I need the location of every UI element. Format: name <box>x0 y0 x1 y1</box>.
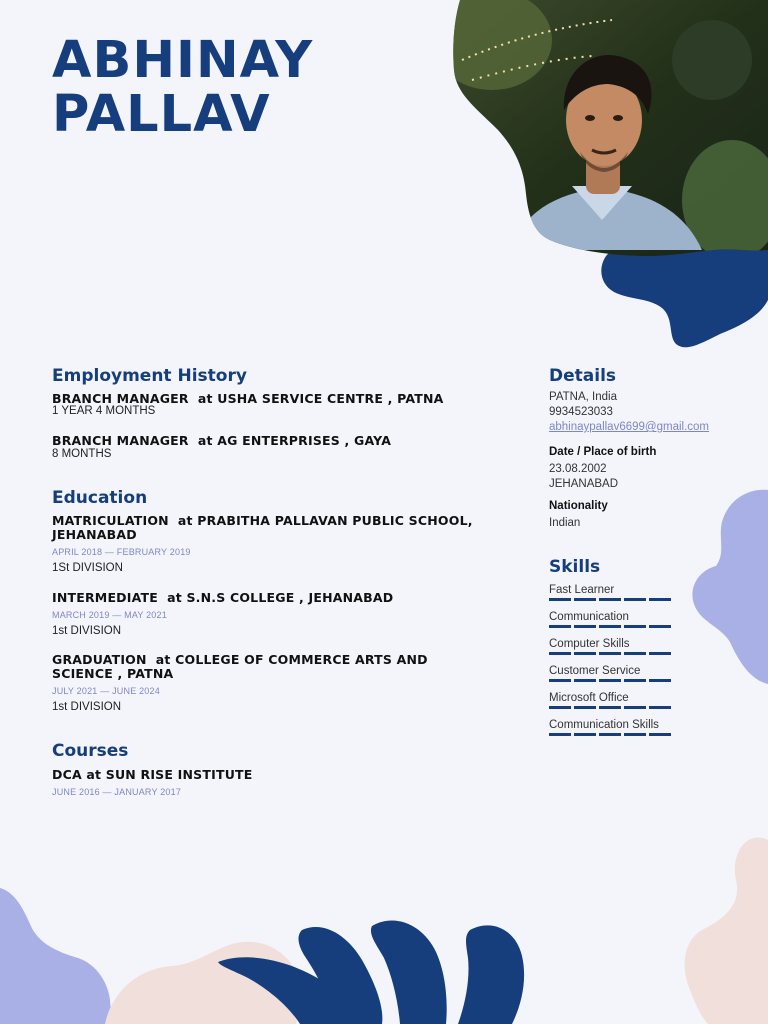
skill-item <box>549 692 674 709</box>
skill-name: Customer Service <box>549 665 641 677</box>
skill-item <box>549 611 674 628</box>
education-heading: Education <box>52 488 148 508</box>
course-entry-1-dates: JUNE 2016 — JANUARY 2017 <box>52 787 182 797</box>
education-entry-1-school: at PRABITHA PALLAVAN PUBLIC SCHOOL, JEHANABAD <box>52 513 473 542</box>
skill-item <box>549 719 674 736</box>
candidate-name <box>52 31 314 144</box>
lavender-blob-bottom-left <box>0 888 112 1024</box>
email-link[interactable]: abhinaypallav6699@gmail.com <box>549 421 709 433</box>
education-entry-1-dates: APRIL 2018 — FEBRUARY 2019 <box>52 547 191 557</box>
skill-item <box>549 584 674 601</box>
employment-entry-1-company: at USHA SERVICE CENTRE , PATNA <box>197 391 444 406</box>
skill-level-bar <box>549 733 674 736</box>
education-entry-3-title <box>52 653 492 681</box>
lavender-blob-right <box>692 490 768 684</box>
skill-name: Computer Skills <box>549 638 630 650</box>
education-entry-1-result: 1St DIVISION <box>52 562 123 574</box>
education-entry-3-school: at COLLEGE OF COMMERCE ARTS AND SCIENCE , PATNA <box>52 652 428 681</box>
course-entry-1-title: DCA at SUN RISE INSTITUTE <box>52 767 253 782</box>
details-phone: 9934523033 <box>549 406 613 418</box>
education-entry-2-title <box>52 591 532 605</box>
courses-heading: Courses <box>52 741 129 761</box>
education-entry-3-dates: JULY 2021 — JUNE 2024 <box>52 686 160 696</box>
profile-photo <box>452 0 768 260</box>
employment-entry-2-role: BRANCH MANAGER <box>52 433 189 448</box>
peach-blob-bottom-right <box>685 838 768 1024</box>
dob-value: 23.08.2002 <box>549 463 607 475</box>
skill-level-bar <box>549 679 674 682</box>
skill-name: Microsoft Office <box>549 692 629 704</box>
nationality-label: Nationality <box>549 500 608 512</box>
birthplace-value: JEHANABAD <box>549 478 619 490</box>
last-name: PALLAV <box>52 85 271 144</box>
skill-item <box>549 638 674 655</box>
skill-level-bar <box>549 706 674 709</box>
skills-heading: Skills <box>549 557 601 577</box>
navy-leaf-3 <box>371 920 447 1024</box>
employment-entry-2-title <box>52 434 532 448</box>
education-entry-2-degree: INTERMEDIATE <box>52 590 158 605</box>
employment-history-heading: Employment History <box>52 366 247 386</box>
details-email-row <box>549 421 709 433</box>
skill-level-bar <box>549 598 674 601</box>
first-name: ABHINAY <box>52 31 314 90</box>
skill-name: Fast Learner <box>549 584 615 596</box>
portrait-photo-icon <box>452 0 768 260</box>
education-entry-1-degree: MATRICULATION <box>52 513 169 528</box>
dob-label: Date / Place of birth <box>549 446 657 458</box>
navy-leaf-4 <box>458 925 524 1024</box>
details-city: PATNA, India <box>549 391 617 403</box>
nationality-value: Indian <box>549 517 581 529</box>
skill-level-bar <box>549 625 674 628</box>
skill-name: Communication <box>549 611 629 623</box>
employment-entry-1-role: BRANCH MANAGER <box>52 391 189 406</box>
employment-entry-2-company: at AG ENTERPRISES , GAYA <box>197 433 392 448</box>
education-entry-2-result: 1st DIVISION <box>52 625 122 637</box>
employment-entry-1-duration: 1 YEAR 4 MONTHS <box>52 405 156 417</box>
skill-item <box>549 665 674 682</box>
skill-level-bar <box>549 652 674 655</box>
skill-name: Communication Skills <box>549 719 659 731</box>
employment-entry-1-title <box>52 392 532 406</box>
education-entry-3-result: 1st DIVISION <box>52 701 122 713</box>
education-entry-2-school: at S.N.S COLLEGE , JEHANABAD <box>167 590 394 605</box>
education-entry-2-dates: MARCH 2019 — MAY 2021 <box>52 610 167 620</box>
employment-entry-2-duration: 8 MONTHS <box>52 448 112 460</box>
details-heading: Details <box>549 366 617 386</box>
education-entry-3-degree: GRADUATION <box>52 652 147 667</box>
education-entry-1-title <box>52 514 532 542</box>
